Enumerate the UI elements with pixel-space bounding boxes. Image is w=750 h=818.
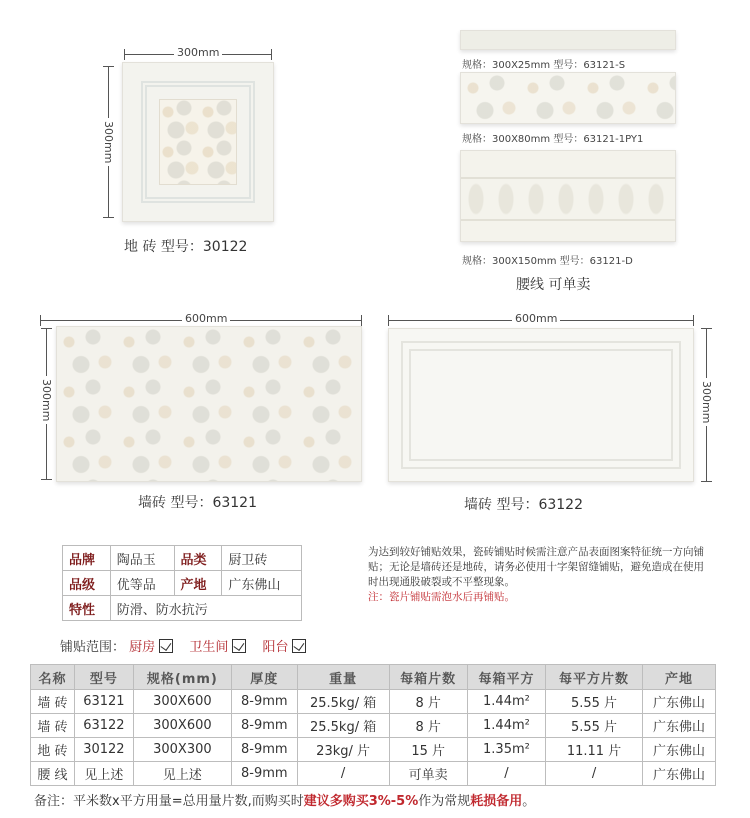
category-key: 品类 xyxy=(174,546,222,571)
cell: 15 片 xyxy=(389,738,467,762)
trim-25mm-caption: 规格：300X25mm 型号：63121-S xyxy=(462,60,626,71)
footer-part-a: 备注：平米数x平方用量=总用量片数,而购买时 xyxy=(34,794,304,809)
scope-balcony: 阳台 xyxy=(262,640,289,655)
footer-part-c: 作为常规 xyxy=(418,794,471,809)
col-sqm-per-box: 每箱平方 xyxy=(467,665,545,690)
grade-value: 优等品 xyxy=(110,571,174,596)
cell: / xyxy=(467,762,545,786)
cell: 8-9mm xyxy=(231,738,297,762)
trim-150mm-caption: 规格：300X150mm 型号：63121-D xyxy=(462,256,633,267)
cell: 1.35m² xyxy=(467,738,545,762)
wall-tile-1-width-label: 600mm xyxy=(182,312,230,325)
cell: 广东佛山 xyxy=(642,714,715,738)
cell: / xyxy=(546,762,643,786)
wall-tile-2-caption: 墙砖 型号：63122 xyxy=(464,497,583,513)
cell: 墙 砖 xyxy=(31,714,75,738)
installation-note xyxy=(368,545,708,605)
cell: 见上述 xyxy=(74,762,133,786)
trim-title: 腰线 可单卖 xyxy=(516,277,591,293)
origin-key: 产地 xyxy=(174,571,222,596)
cell: / xyxy=(297,762,389,786)
cell: 8-9mm xyxy=(231,762,297,786)
cell: 1.44m² xyxy=(467,690,545,714)
scope-bathroom: 卫生间 xyxy=(189,640,229,655)
cell: 8-9mm xyxy=(231,690,297,714)
wall-tile-1-height-label: 300mm xyxy=(40,376,53,424)
col-origin: 产地 xyxy=(642,665,715,690)
wall-tile-1-image xyxy=(56,326,362,482)
cell: 广东佛山 xyxy=(642,738,715,762)
col-weight: 重量 xyxy=(297,665,389,690)
trim-150mm-image xyxy=(460,150,676,242)
scope-kitchen: 厨房 xyxy=(129,640,156,655)
footer-note xyxy=(34,790,535,809)
installation-scope xyxy=(60,636,318,655)
cell: 5.55 片 xyxy=(546,690,643,714)
footer-part-d: 耗损备用 xyxy=(470,794,523,809)
cell: 腰 线 xyxy=(31,762,75,786)
cell: 30122 xyxy=(74,738,133,762)
floor-tile-image xyxy=(122,62,274,222)
cell: 5.55 片 xyxy=(546,714,643,738)
checkbox-bathroom-icon xyxy=(232,639,246,653)
category-value: 厨卫砖 xyxy=(222,546,302,571)
wall-tile-2-width-label: 600mm xyxy=(512,312,560,325)
cell: 地 砖 xyxy=(31,738,75,762)
cell: 300X600 xyxy=(133,690,231,714)
cell: 8 片 xyxy=(389,714,467,738)
trim-80mm-image xyxy=(460,72,676,124)
brand-key: 品牌 xyxy=(63,546,111,571)
cell: 25.5kg/ 箱 xyxy=(297,690,389,714)
cell: 1.44m² xyxy=(467,714,545,738)
cell: 可单卖 xyxy=(389,762,467,786)
trim-25mm-image xyxy=(460,30,676,50)
cell: 11.11 片 xyxy=(546,738,643,762)
checkbox-balcony-icon xyxy=(292,639,306,653)
footer-part-e: 。 xyxy=(522,794,536,809)
brand-value: 陶品玉 xyxy=(110,546,174,571)
cell: 广东佛山 xyxy=(642,762,715,786)
table-row xyxy=(31,690,716,714)
table-header-row xyxy=(31,665,716,690)
cell: 墙 砖 xyxy=(31,690,75,714)
floor-tile-caption: 地 砖 型号：30122 xyxy=(124,239,248,255)
scope-label: 铺贴范围： xyxy=(60,640,126,655)
cell: 8 片 xyxy=(389,690,467,714)
cell: 300X600 xyxy=(133,714,231,738)
cell: 8-9mm xyxy=(231,714,297,738)
col-size: 规格(mm) xyxy=(133,665,231,690)
product-table xyxy=(30,664,716,786)
cell: 63122 xyxy=(74,714,133,738)
table-row xyxy=(31,714,716,738)
trim-80mm-caption: 规格：300X80mm 型号：63121-1PY1 xyxy=(462,134,644,145)
footer-part-b: 建议多购买3%-5% xyxy=(303,794,419,809)
cell: 25.5kg/ 箱 xyxy=(297,714,389,738)
cell: 广东佛山 xyxy=(642,690,715,714)
installation-note-body: 为达到较好铺贴效果，瓷砖铺贴时候需注意产品表面图案特征统一方向铺贴；无论是墙砖还是地砖，请务必使用十字架留缝铺贴，避免造成在使用时出现通股破裂或不平整现象。 xyxy=(368,546,704,588)
table-row xyxy=(31,738,716,762)
col-thickness: 厚度 xyxy=(231,665,297,690)
grade-key: 品级 xyxy=(63,571,111,596)
checkbox-kitchen-icon xyxy=(159,639,173,653)
col-name: 名称 xyxy=(31,665,75,690)
floor-tile-width-label: 300mm xyxy=(174,46,222,59)
product-spec-box xyxy=(62,545,302,621)
wall-tile-1-caption: 墙砖 型号：63121 xyxy=(138,495,257,511)
col-model: 型号 xyxy=(74,665,133,690)
table-row xyxy=(31,762,716,786)
feature-key: 特性 xyxy=(63,596,111,621)
wall-tile-2-height-label: 300mm xyxy=(700,378,713,426)
wall-tile-2-image xyxy=(388,328,694,482)
floor-tile-height-label: 300mm xyxy=(102,118,115,166)
cell: 23kg/ 片 xyxy=(297,738,389,762)
feature-value: 防滑、防水抗污 xyxy=(110,596,301,621)
cell: 见上述 xyxy=(133,762,231,786)
origin-value: 广东佛山 xyxy=(222,571,302,596)
col-pieces-per-box: 每箱片数 xyxy=(389,665,467,690)
cell: 300X300 xyxy=(133,738,231,762)
cell: 63121 xyxy=(74,690,133,714)
installation-note-warning: 注：瓷片铺贴需泡水后再铺贴。 xyxy=(368,591,515,603)
col-pieces-per-sqm: 每平方片数 xyxy=(546,665,643,690)
